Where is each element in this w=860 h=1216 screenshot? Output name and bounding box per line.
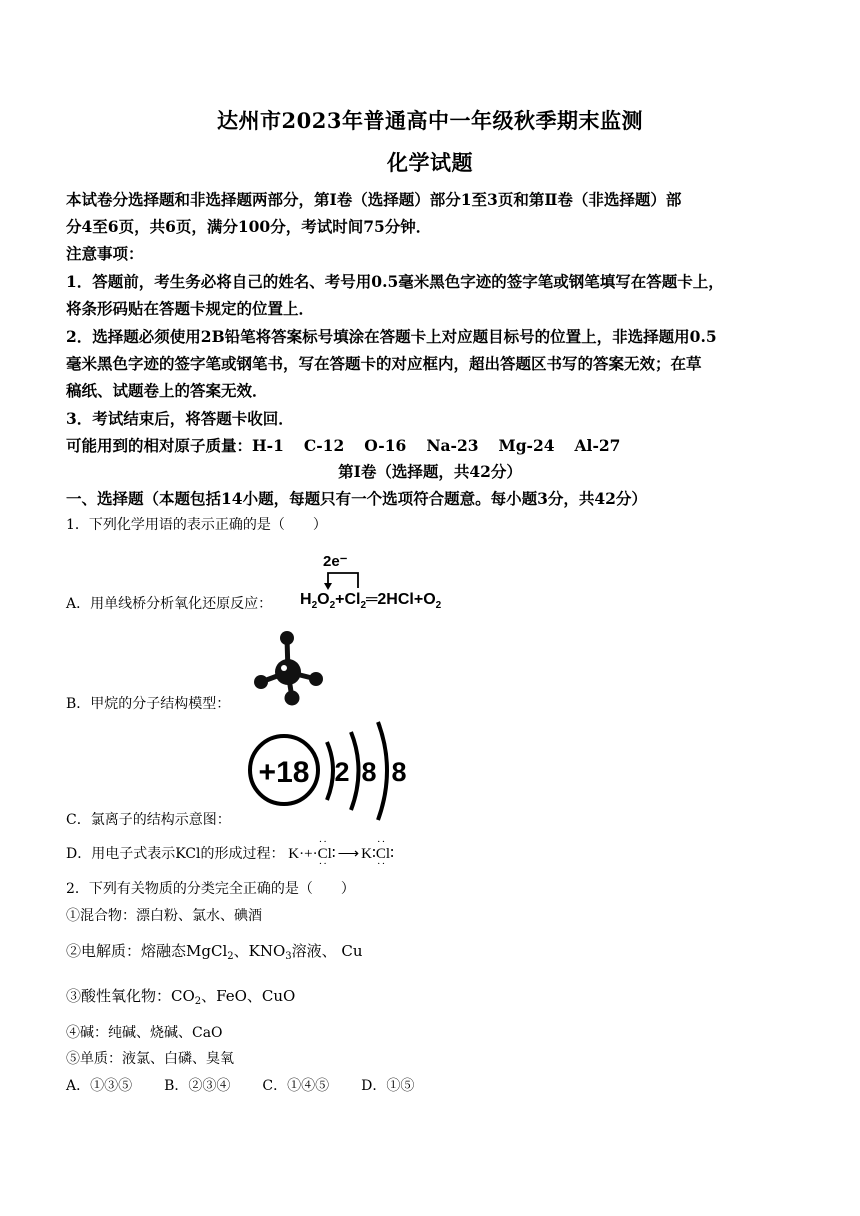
k-symbol-product: K: [361, 846, 373, 862]
q2-item-3-sub: 2: [194, 996, 202, 1007]
q2-item-2: [66, 940, 363, 961]
plus-sign-2: +: [413, 591, 424, 608]
o2-product: O: [423, 591, 436, 608]
mass-na: Na-23: [426, 436, 479, 455]
notes-heading: 注意事项：: [66, 244, 144, 263]
mass-mg: Mg-24: [498, 436, 555, 455]
q2-item-3-post: 、FeO、CuO: [201, 987, 296, 1005]
q2-item-2-sub1: 2: [227, 951, 234, 962]
cl-symbol: Cl: [344, 591, 361, 608]
cl-electron-dot-product: ·· Cl ··: [376, 846, 390, 863]
q2-item-2-mid: 、KNO: [233, 942, 286, 960]
svg-text:H2O2+Cl2═2HCl+O2: [300, 591, 442, 611]
q1-option-b-label: B．甲烷的分子结构模型：: [66, 696, 231, 712]
nucleus-charge: +18: [258, 756, 310, 789]
q2-item-2-pre: ②电解质：熔融态MgCl: [66, 942, 228, 960]
atomic-masses: [66, 434, 620, 456]
q2-item-4: ④碱：纯碱、烧碱、CaO: [66, 1025, 223, 1041]
q1-option-d: D．用电子式表示KCl的形成过程： K·+··· Cl ··∶ ⟶ K∶·· Cl ··∶: [66, 843, 394, 863]
q2-choice-c: C．①④⑤: [262, 1078, 330, 1094]
note-1-line-2: 将条形码贴在答题卡规定的位置上．: [66, 299, 315, 318]
q2-item-3-pre: ③酸性氧化物：CO: [66, 987, 195, 1005]
section-1-title: 第Ⅰ卷（选择题，共42分）: [338, 462, 522, 481]
o-subscript: 2: [329, 600, 336, 611]
single-bridge-reaction: [296, 546, 466, 612]
q2-item-1: ①混合物：漂白粉、氯水、碘酒: [66, 908, 262, 924]
shell-1-count: 2: [334, 757, 350, 787]
q2-choice-d: D．①⑤: [361, 1078, 415, 1094]
q2-choice-a: A．①③⑤: [66, 1078, 133, 1094]
q2-choice-b: B．②③④: [164, 1078, 231, 1094]
q1-option-a-label: A．用单线桥分析氧化还原反应：: [66, 596, 273, 612]
cl-subscript: 2: [360, 600, 367, 611]
note-3: 3．考试结束后，将答题卡收回．: [66, 409, 294, 428]
q2-item-5: ⑤单质：液氯、白磷、臭氧: [66, 1051, 234, 1067]
mass-al: Al-27: [574, 436, 621, 455]
q2-choices: [66, 1075, 414, 1095]
q1-option-c-label: C．氯离子的结构示意图：: [66, 812, 231, 828]
methane-model-icon: [246, 628, 330, 710]
mass-o: O-16: [364, 436, 407, 455]
q1-stem: 1．下列化学用语的表示正确的是（ ）: [66, 517, 327, 533]
atomic-masses-label: 可能用到的相对原子质量：: [66, 436, 253, 455]
hcl-product: 2HCl: [377, 591, 414, 608]
o-symbol: O: [317, 591, 330, 608]
page-subtitle: 化学试题: [387, 150, 473, 175]
plus-sign-d: +: [304, 846, 313, 862]
h-subscript: 2: [311, 600, 318, 611]
q2-stem: 2．下列有关物质的分类完全正确的是（ ）: [66, 881, 355, 897]
chloride-ion-structure-diagram: [245, 714, 420, 824]
h-symbol: H: [300, 591, 312, 608]
page-title: 达州市2023年普通高中一年级秋季期末监测: [217, 108, 643, 133]
electron-label: 2e⁻: [323, 553, 348, 570]
note-2-line-3: 稿纸、试题卷上的答案无效．: [66, 381, 268, 400]
note-2-line-1: 2．选择题必须使用2B铅笔将答案标号填涂在答题卡上对应题目标号的位置上，非选择题用0.5: [66, 327, 717, 346]
k-symbol: K: [288, 846, 300, 862]
q1-option-d-label: D．用电子式表示KCl的形成过程：: [66, 846, 285, 862]
plus-sign: +: [335, 591, 345, 608]
intro-line-2: 分4至6页，共6页，满分100分，考试时间75分钟．: [66, 217, 432, 236]
section-1-heading: 一、选择题（本题包括14小题，每题只有一个选项符合题意。每小题3分，共42分）: [66, 489, 647, 508]
equals-sign: ═: [366, 591, 378, 608]
shell-3-count: 8: [391, 757, 407, 787]
o2-subscript: 2: [435, 600, 442, 611]
mass-h: H-1: [252, 436, 284, 455]
note-2-line-2: 毫米黑色字迹的签字笔或钢笔书，写在答题卡的对应框内，超出答题区书写的答案无效；在草: [66, 354, 702, 373]
note-1-line-1: 1．答题前，考生务必将自己的姓名、考号用0.5毫米黑色字迹的签字笔或钢笔填写在答题卡上，: [66, 272, 724, 291]
shell-2-count: 8: [361, 757, 377, 787]
q2-item-2-sub2: 3: [285, 951, 292, 962]
cl-electron-dot: ·· Cl ··: [318, 846, 332, 863]
formation-arrow: ⟶: [337, 846, 360, 862]
intro-line-1: 本试卷分选择题和非选择题两部分，第Ⅰ卷（选择题）部分1至3页和第Ⅱ卷（非选择题）部: [66, 190, 682, 209]
q2-item-2-post: 溶液、 Cu: [291, 942, 363, 960]
q2-item-3: [66, 985, 295, 1006]
mass-c: C-12: [303, 436, 345, 455]
